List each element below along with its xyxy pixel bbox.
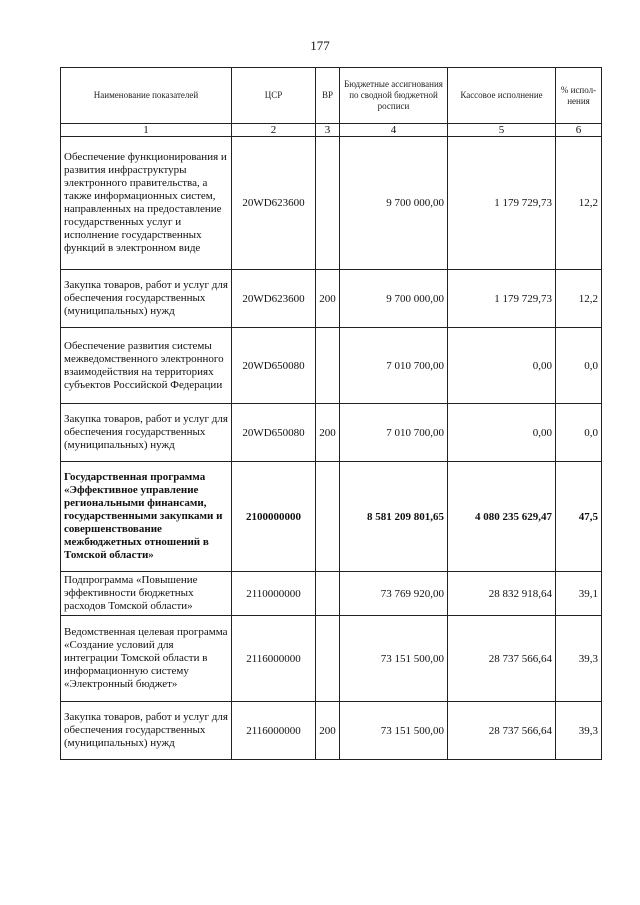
row-percent: 39,3 [556,616,602,702]
row-budget: 9 700 000,00 [340,137,448,270]
row-name: Государственная программа «Эффективное управление региональными финансами, государственными закупками и совершенствование межбюджетных отношений в Томской области» [61,462,232,572]
row-percent: 39,3 [556,702,602,760]
row-name: Обеспечение развития системы межведомственного электронного взаимодействия на территориях субъектов Российской Федерации [61,328,232,404]
header-percent: % испол-нения [556,68,602,124]
row-percent: 39,1 [556,572,602,616]
column-number: 3 [316,124,340,137]
row-csr: 20WD623600 [232,137,316,270]
column-number: 5 [448,124,556,137]
row-csr: 2116000000 [232,702,316,760]
row-cash: 0,00 [448,328,556,404]
column-number: 2 [232,124,316,137]
row-cash: 28 832 918,64 [448,572,556,616]
row-budget: 73 151 500,00 [340,616,448,702]
header-csr: ЦСР [232,68,316,124]
column-number: 1 [61,124,232,137]
table-row [61,137,602,270]
row-vr: 200 [316,404,340,462]
row-vr [316,462,340,572]
row-vr [316,328,340,404]
row-name: Закупка товаров, работ и услуг для обеспечения государственных (муниципальных) нужд [61,404,232,462]
row-cash: 1 179 729,73 [448,137,556,270]
row-budget: 8 581 209 801,65 [340,462,448,572]
row-percent: 12,2 [556,137,602,270]
row-percent: 0,0 [556,404,602,462]
row-budget: 73 769 920,00 [340,572,448,616]
column-numbers-row [61,124,602,137]
row-budget: 7 010 700,00 [340,328,448,404]
table-row [61,404,602,462]
row-vr: 200 [316,270,340,328]
table-row [61,270,602,328]
row-name: Закупка товаров, работ и услуг для обеспечения государственных (муниципальных) нужд [61,270,232,328]
row-csr: 2110000000 [232,572,316,616]
header-budget: Бюджетные ассигнования по сводной бюджетной росписи [340,68,448,124]
row-percent: 12,2 [556,270,602,328]
header-vr: ВР [316,68,340,124]
row-vr [316,616,340,702]
row-cash: 4 080 235 629,47 [448,462,556,572]
page-number: 177 [310,38,330,53]
table-row [61,572,602,616]
row-vr: 200 [316,702,340,760]
row-name: Закупка товаров, работ и услуг для обеспечения государственных (муниципальных) нужд [61,702,232,760]
row-name: Обеспечение функционирования и развития инфраструктуры электронного правительства, а также информационных систем, направленных на предоставление государственных услуг и исполнение государственных функций в электронном виде [61,137,232,270]
row-budget: 9 700 000,00 [340,270,448,328]
row-cash: 28 737 566,64 [448,702,556,760]
table-row [61,328,602,404]
header-name: Наименование показателей [61,68,232,124]
header-row [61,68,602,124]
row-cash: 1 179 729,73 [448,270,556,328]
table-row [61,462,602,572]
row-csr: 20WD623600 [232,270,316,328]
row-csr: 2116000000 [232,616,316,702]
row-cash: 28 737 566,64 [448,616,556,702]
row-csr: 20WD650080 [232,404,316,462]
row-csr: 2100000000 [232,462,316,572]
row-cash: 0,00 [448,404,556,462]
header-cash: Кассовое исполнение [448,68,556,124]
row-vr [316,137,340,270]
row-vr [316,572,340,616]
row-name: Ведомственная целевая программа «Создание условий для интеграции Томской области в информационную систему «Электронный бюджет» [61,616,232,702]
row-name: Подпрограмма «Повышение эффективности бюджетных расходов Томской области» [61,572,232,616]
column-number: 6 [556,124,602,137]
table-row [61,702,602,760]
table-row [61,616,602,702]
row-budget: 73 151 500,00 [340,702,448,760]
column-number: 4 [340,124,448,137]
row-budget: 7 010 700,00 [340,404,448,462]
row-csr: 20WD650080 [232,328,316,404]
budget-execution-table [60,67,602,760]
row-percent: 47,5 [556,462,602,572]
row-percent: 0,0 [556,328,602,404]
